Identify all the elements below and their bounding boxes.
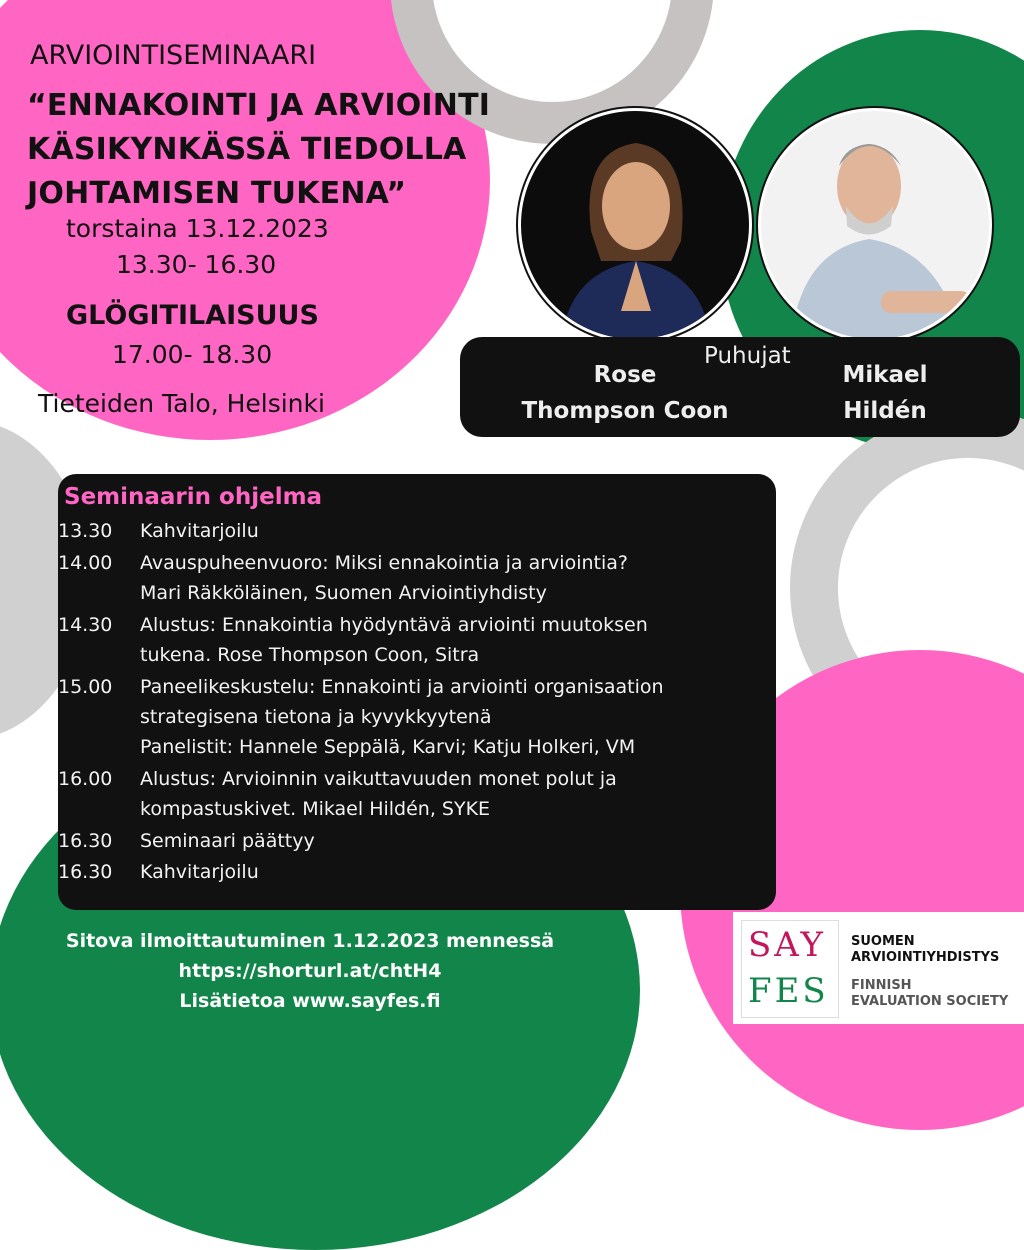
speaker-name-mikael-line-1: Mikael <box>842 362 928 388</box>
speaker-name-rose-line-2: Thompson Coon <box>521 398 729 424</box>
program-text: Avauspuheenvuoro: Miksi ennakointia ja arviointia? <box>140 552 628 574</box>
logo-text-2: ARVIOINTIYHDISTYS <box>851 950 1000 965</box>
program-time: 16.00 <box>58 768 113 790</box>
program-time: 16.30 <box>58 830 113 852</box>
event-time: 13.30- 16.30 <box>116 250 277 279</box>
program-text: Alustus: Ennakointia hyödyntävä arviointi muutoksen <box>140 614 648 636</box>
speaker-name-rose <box>500 357 750 429</box>
reception-time: 17.00- 18.30 <box>112 340 273 369</box>
logo-mark-top: SAY <box>748 925 826 965</box>
event-title-line-3: JOHTAMISEN TUKENA” <box>27 176 407 211</box>
logo-text-4: EVALUATION SOCIETY <box>851 994 1009 1009</box>
program-text: Mari Räkköläinen, Suomen Arviointiyhdisty <box>140 582 547 604</box>
event-date: torstaina 13.12.2023 <box>66 214 329 243</box>
event-title-line-1: “ENNAKOINTI JA ARVIOINTI <box>27 88 491 123</box>
logo-text-1: SUOMEN <box>851 934 915 949</box>
program-text: strategisena tietona ja kyvykkyytenä <box>140 706 492 728</box>
speakers-panel <box>460 337 1020 437</box>
reception-title: GLÖGITILAISUUS <box>66 300 319 331</box>
event-series: ARVIOINTISEMINAARI <box>30 40 317 71</box>
program-text: tukena. Rose Thompson Coon, Sitra <box>140 644 480 666</box>
program-time: 14.00 <box>58 552 113 574</box>
event-title-line-2: KÄSIKYNKÄSSÄ TIEDOLLA <box>27 132 467 167</box>
program-text: Seminaari päättyy <box>140 830 315 852</box>
program-text: Paneelikeskustelu: Ennakointi ja arviointi organisaation <box>140 676 664 698</box>
registration-link[interactable]: https://shorturl.at/chtH4 <box>178 960 442 982</box>
program-title: Seminaarin ohjelma <box>64 484 323 510</box>
speaker-name-mikael <box>815 357 955 429</box>
speaker-photo-rose <box>518 108 752 342</box>
person-icon <box>521 111 749 339</box>
program-text: Kahvitarjoilu <box>140 520 259 542</box>
program-time: 15.00 <box>58 676 113 698</box>
more-info-link[interactable]: Lisätietoa www.sayfes.fi <box>179 990 441 1012</box>
program-text: Panelistit: Hannele Seppälä, Karvi; Katju Holkeri, VM <box>140 736 636 758</box>
program-text: Kahvitarjoilu <box>140 861 259 883</box>
speaker-name-mikael-line-2: Hildén <box>843 398 927 424</box>
speakers-label: Puhujat <box>704 343 791 369</box>
event-location: Tieteiden Talo, Helsinki <box>38 389 325 418</box>
person-icon <box>761 111 989 339</box>
sayfes-logo <box>733 912 1024 1024</box>
speaker-photo-mikael <box>758 108 992 342</box>
logo-text-3: FINNISH <box>851 978 912 993</box>
logo-mark-bottom: FES <box>748 971 829 1011</box>
registration-deadline: Sitova ilmoittautuminen 1.12.2023 mennessä <box>65 930 555 952</box>
speaker-name-rose-line-1: Rose <box>593 362 657 388</box>
logo-mark <box>741 920 839 1018</box>
program-time: 14.30 <box>58 614 113 636</box>
program-panel <box>58 474 776 910</box>
program-time: 16.30 <box>58 861 113 883</box>
program-text: kompastuskivet. Mikael Hildén, SYKE <box>140 798 491 820</box>
program-text: Alustus: Arvioinnin vaikuttavuuden monet polut ja <box>140 768 617 790</box>
program-time: 13.30 <box>58 520 113 542</box>
